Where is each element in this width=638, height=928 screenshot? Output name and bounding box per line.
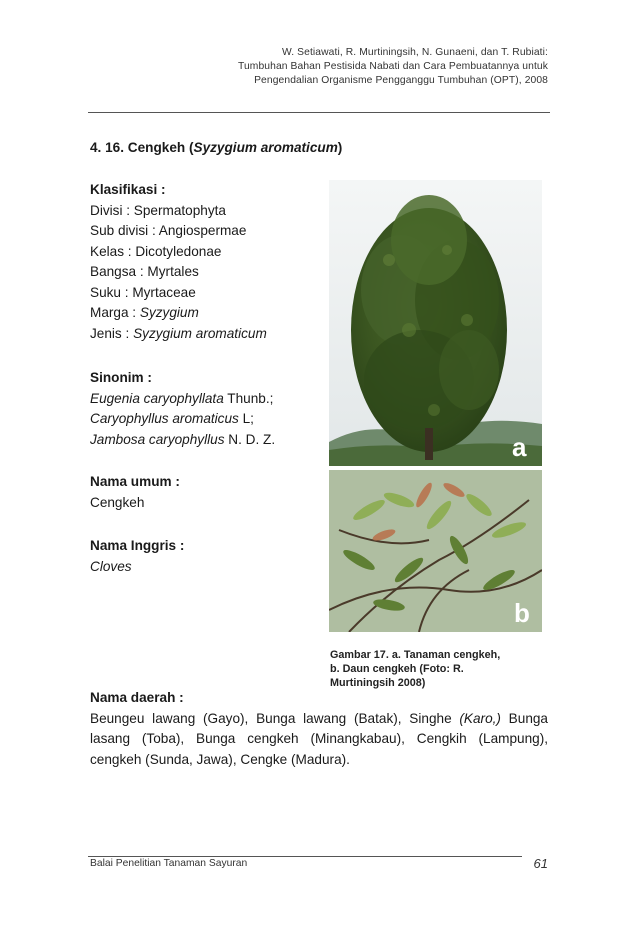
nama-inggris-value: [90, 557, 184, 578]
klasifikasi-bangsa: Bangsa : Myrtales: [90, 264, 199, 279]
nama-umum-heading: Nama umum :: [90, 474, 180, 489]
clove-tree-photo: [329, 180, 542, 466]
clove-tree-illustration: [329, 180, 542, 466]
header-title-line: Tumbuhan Bahan Pestisida Nabati dan Cara Pembuatannya untuk: [237, 61, 548, 72]
marga-value: Syzygium: [139, 305, 199, 320]
header-authors: W. Setiawati, R. Murtiningsih, N. Gunaeni, dan T. Rubiati:: [281, 47, 548, 58]
nama-inggris-heading: Nama Inggris :: [90, 538, 185, 553]
running-header: [128, 46, 548, 88]
nama-daerah-text-italic: (Karo,): [459, 710, 501, 726]
nama-umum-value: Cengkeh: [90, 494, 145, 510]
klasifikasi-kelas: Kelas : Dicotyledonae: [90, 243, 222, 259]
footer-publisher: Balai Penelitian Tanaman Sayuran: [90, 858, 248, 869]
clove-leaves-photo: [329, 470, 542, 632]
caption-line-1: Gambar 17. a. Tanaman cengkeh,: [330, 649, 501, 661]
nama-daerah-text-1: Beungeu lawang (Gayo), Bunga lawang (Batak), Singhe: [90, 710, 460, 726]
sinonim-2-author: L;: [238, 411, 254, 426]
nama-inggris-block: [90, 536, 184, 577]
section-title: [90, 140, 342, 155]
jenis-value: Syzygium aromaticum: [133, 325, 267, 341]
klasifikasi-suku: Suku : Myrtaceae: [90, 284, 196, 300]
photo-b-label: b: [514, 598, 530, 628]
sinonim-heading: Sinonim :: [90, 370, 152, 385]
figure-caption: [330, 648, 545, 690]
klasifikasi-divisi: Divisi : Spermatophyta: [90, 202, 226, 218]
nama-daerah-block: [90, 688, 548, 770]
nama-umum-block: [90, 472, 180, 513]
nama-daerah-text-2: Bunga lasang (Toba), Bunga cengkeh (Minangkabau), Cengkih (Lampung), cengkeh (Sunda, Jawa), Cengke (Madura).: [90, 710, 548, 767]
klasifikasi-heading: Klasifikasi :: [90, 182, 166, 197]
sinonim-1: [90, 389, 275, 410]
page-number: 61: [533, 856, 548, 871]
sinonim-1-name: Eugenia caryophyllata: [90, 390, 224, 406]
nama-daerah-heading: Nama daerah :: [90, 690, 184, 705]
sinonim-2: [90, 409, 275, 430]
sinonim-3-name: Jambosa caryophyllus: [90, 431, 225, 447]
klasifikasi-subdivisi: Sub divisi : Angiospermae: [90, 223, 247, 238]
sinonim-2-name: Caryophyllus aromaticus: [90, 411, 239, 426]
klasifikasi-block: [90, 180, 267, 344]
sinonim-block: [90, 368, 275, 450]
sinonim-3-author: N. D. Z.: [224, 431, 276, 447]
caption-line-2: b. Daun cengkeh (Foto: R.: [330, 663, 464, 675]
nama-daerah-paragraph: [90, 709, 548, 771]
klasifikasi-jenis: [90, 324, 267, 345]
sinonim-1-author: Thunb.;: [223, 390, 274, 406]
klasifikasi-marga: [90, 303, 267, 324]
caption-line-3: Murtiningsih 2008): [330, 677, 426, 689]
section-title-close: ): [337, 140, 343, 155]
section-number: 4. 16. Cengkeh (: [90, 140, 194, 155]
clove-leaves-illustration: [329, 470, 542, 632]
footer-rule: [88, 856, 522, 857]
sinonim-3: [90, 430, 275, 451]
header-rule: [88, 112, 550, 113]
header-title-line-2: Pengendalian Organisme Pengganggu Tumbuhan (OPT), 2008: [254, 75, 548, 86]
nama-inggris-text: Cloves: [90, 558, 132, 574]
jenis-label: Jenis :: [90, 325, 134, 341]
photo-a-label: a: [512, 432, 527, 462]
marga-label: Marga :: [90, 305, 140, 320]
section-latin-name: Syzygium aromaticum: [193, 140, 338, 155]
